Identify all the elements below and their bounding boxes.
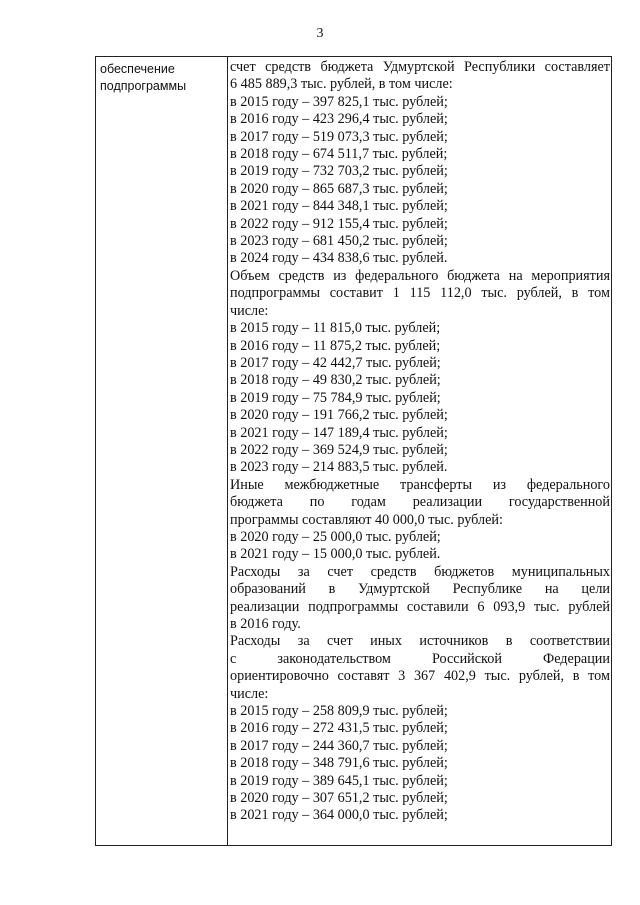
list-item: в 2018 году – 49 830,2 тыс. рублей; (230, 372, 441, 389)
left-cell-line: обеспечение (100, 62, 175, 76)
list-item: в 2023 году – 681 450,2 тыс. рублей; (230, 233, 448, 250)
paragraph-line: счет средств бюджета Удмуртской Республики составляет (230, 59, 610, 75)
paragraph-line: Объем средств из федерального бюджета на мероприятия (230, 267, 610, 284)
left-cell (100, 61, 224, 96)
right-cell (230, 59, 610, 825)
list-item: в 2018 году – 674 511,7 тыс. рублей; (230, 146, 448, 163)
list-item: в 2017 году – 42 442,7 тыс. рублей; (230, 354, 441, 371)
list-item: в 2017 году – 519 073,3 тыс. рублей; (230, 128, 448, 145)
paragraph-line: в 2016 году. (230, 616, 301, 632)
list-item: в 2021 году – 844 348,1 тыс. рублей; (230, 198, 448, 215)
paragraph-line: числе: (230, 302, 269, 319)
page-number: 3 (316, 26, 324, 41)
paragraph-line: подпрограммы составит 1 115 112,0 тыс. рублей, в том (230, 285, 610, 302)
left-cell-line: подпрограммы (100, 79, 187, 94)
list-item: в 2016 году – 423 296,4 тыс. рублей; (230, 111, 448, 128)
list-item: в 2015 году – 397 825,1 тыс. рублей; (230, 93, 448, 110)
paragraph-line: программы составляют 40 000,0 тыс. рублей: (230, 511, 503, 528)
paragraph-line: ориентировочно составят 3 367 402,9 тыс. рублей, в том (230, 668, 610, 685)
list-item: в 2016 году – 272 431,5 тыс. рублей; (230, 720, 448, 737)
column-divider (227, 57, 228, 845)
list-item: в 2021 году – 147 189,4 тыс. рублей; (230, 424, 448, 441)
paragraph-line: 6 485 889,3 тыс. рублей, в том числе: (230, 76, 453, 93)
list-item: в 2019 году – 732 703,2 тыс. рублей; (230, 163, 448, 180)
document-table (95, 56, 612, 846)
list-item: в 2017 году – 244 360,7 тыс. рублей; (230, 737, 448, 754)
paragraph-line: бюджета по годам реализации государственной (230, 494, 610, 511)
paragraph-line: образований в Удмуртской Республике на цели (230, 581, 610, 598)
list-item: в 2015 году – 11 815,0 тыс. рублей; (230, 320, 441, 337)
list-item: в 2020 году – 25 000,0 тыс. рублей; (230, 528, 441, 545)
list-item: в 2019 году – 75 784,9 тыс. рублей; (230, 389, 441, 406)
list-item: в 2022 году – 912 155,4 тыс. рублей; (230, 215, 448, 232)
paragraph-line: Расходы за счет иных источников в соответствии (230, 633, 610, 650)
list-item: в 2019 году – 389 645,1 тыс. рублей; (230, 772, 448, 789)
list-item: в 2021 году – 364 000,0 тыс. рублей; (230, 807, 448, 824)
list-item: в 2022 году – 369 524,9 тыс. рублей; (230, 441, 448, 458)
paragraph-line: с законодательством Российской Федерации (230, 650, 610, 667)
list-item: в 2016 году – 11 875,2 тыс. рублей; (230, 337, 441, 354)
paragraph-line: числе: (230, 685, 269, 702)
list-item: в 2024 году – 434 838,6 тыс. рублей. (230, 250, 448, 267)
list-item: в 2020 году – 865 687,3 тыс. рублей; (230, 180, 448, 197)
list-item: в 2021 году – 15 000,0 тыс. рублей. (230, 546, 441, 563)
list-item: в 2020 году – 191 766,2 тыс. рублей; (230, 407, 448, 424)
list-item: в 2020 году – 307 651,2 тыс. рублей; (230, 790, 448, 807)
list-item: в 2023 году – 214 883,5 тыс. рублей. (230, 459, 448, 476)
paragraph-line: Иные межбюджетные трансферты из федерального (230, 476, 610, 493)
list-item: в 2015 году – 258 809,9 тыс. рублей; (230, 703, 448, 720)
paragraph-line: реализации подпрограммы составили 6 093,9 тыс. рублей (230, 598, 610, 615)
paragraph-line: Расходы за счет средств бюджетов муниципальных (230, 563, 610, 580)
list-item: в 2018 году – 348 791,6 тыс. рублей; (230, 755, 448, 772)
